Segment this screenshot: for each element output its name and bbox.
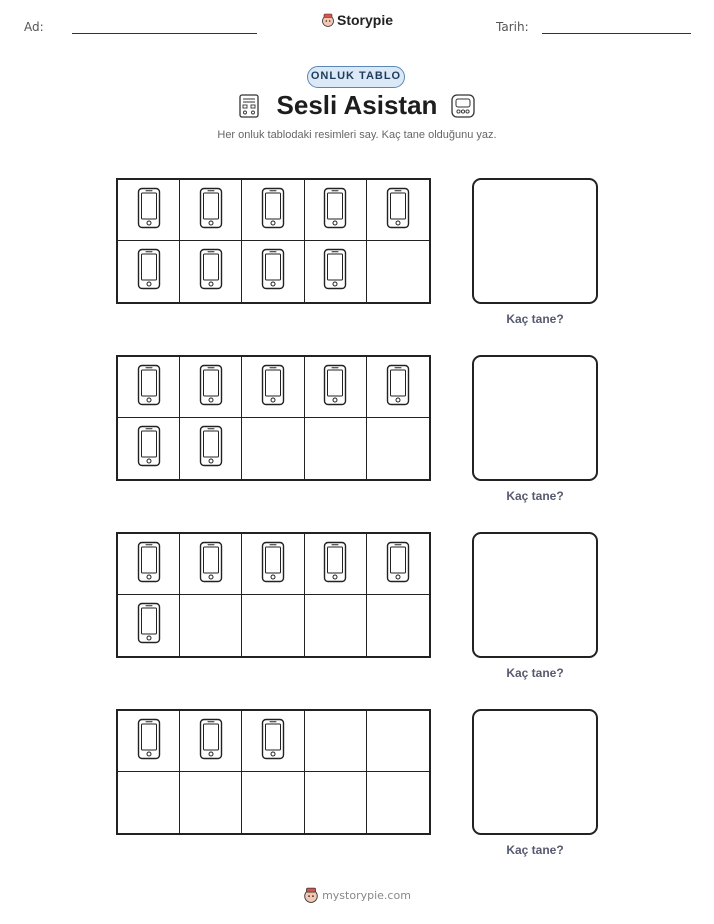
phone-icon xyxy=(261,541,285,588)
phone-icon xyxy=(386,541,410,588)
phone-icon xyxy=(261,718,285,765)
brand-name: Storypie xyxy=(336,12,393,28)
answer-label: Kaç tane? xyxy=(506,489,564,503)
ten-frame xyxy=(116,532,431,658)
ten-frame-cell xyxy=(305,595,367,656)
ten-frame-cell xyxy=(242,180,304,241)
instructions: Her onluk tablodaki resimleri say. Kaç tane olduğunu yaz. xyxy=(217,129,497,141)
phone-icon xyxy=(137,425,161,472)
ten-frame xyxy=(116,178,431,304)
voice-assistant-device-icon xyxy=(450,93,476,119)
phone-icon xyxy=(261,187,285,234)
answer-box[interactable] xyxy=(472,178,598,304)
phone-icon xyxy=(137,602,161,649)
ten-frame-cell xyxy=(242,357,304,418)
answer-box[interactable] xyxy=(472,532,598,658)
ten-frame-cell xyxy=(118,357,180,418)
phone-icon xyxy=(199,718,223,765)
phone-icon xyxy=(199,425,223,472)
date-field-line[interactable] xyxy=(542,33,691,34)
ten-frame-cell xyxy=(118,241,180,302)
ten-frame-cell xyxy=(242,418,304,479)
ten-frame-cell xyxy=(367,180,429,241)
ten-frame-cell xyxy=(367,534,429,595)
ten-frame-cell xyxy=(242,595,304,656)
storypie-logo-icon xyxy=(321,13,335,27)
answer-label: Kaç tane? xyxy=(506,843,564,857)
footer-site: mystorypie.com xyxy=(322,889,411,902)
ten-frame-cell xyxy=(305,357,367,418)
ten-frame-cell xyxy=(242,534,304,595)
name-label: Ad: xyxy=(24,20,44,34)
phone-icon xyxy=(137,364,161,411)
ten-frame-cell xyxy=(118,534,180,595)
phone-icon xyxy=(199,541,223,588)
ten-frame-cell xyxy=(367,357,429,418)
phone-icon xyxy=(261,364,285,411)
phone-icon xyxy=(386,187,410,234)
name-field-line[interactable] xyxy=(72,33,257,34)
ten-frame-cell xyxy=(180,418,242,479)
answer-box[interactable] xyxy=(472,355,598,481)
ten-frame-cell xyxy=(367,418,429,479)
ten-frame-cell xyxy=(305,418,367,479)
phone-icon xyxy=(137,248,161,295)
phone-icon xyxy=(137,718,161,765)
footer xyxy=(0,887,714,903)
phone-icon xyxy=(323,364,347,411)
answer-box[interactable] xyxy=(472,709,598,835)
ten-frame-cell xyxy=(118,180,180,241)
worksheet-type-badge: ONLUK TABLO xyxy=(307,66,405,88)
phone-icon xyxy=(137,541,161,588)
ten-frame-cell xyxy=(367,772,429,833)
ten-frame-cell xyxy=(180,534,242,595)
date-label: Tarih: xyxy=(496,20,529,34)
ten-frame-cell xyxy=(367,711,429,772)
storypie-logo-icon xyxy=(303,887,319,903)
ten-frame-cell xyxy=(305,534,367,595)
phone-icon xyxy=(261,248,285,295)
ten-frame-cell xyxy=(305,241,367,302)
phone-icon xyxy=(199,364,223,411)
ten-frame-cell xyxy=(180,357,242,418)
answer-label: Kaç tane? xyxy=(506,666,564,680)
ten-frame-cell xyxy=(242,241,304,302)
ten-frame-cell xyxy=(180,595,242,656)
ten-frame-cell xyxy=(367,241,429,302)
phone-icon xyxy=(386,364,410,411)
phone-icon xyxy=(323,187,347,234)
ten-frame-cell xyxy=(180,711,242,772)
phone-icon xyxy=(323,248,347,295)
ten-frame-cell xyxy=(367,595,429,656)
ten-frame-cell xyxy=(305,772,367,833)
ten-frame-cell xyxy=(118,595,180,656)
ten-frame-cell xyxy=(180,241,242,302)
answer-label: Kaç tane? xyxy=(506,312,564,326)
brand-header xyxy=(0,12,714,28)
ten-frame-cell xyxy=(242,711,304,772)
ten-frame-cell xyxy=(118,711,180,772)
ten-frame xyxy=(116,355,431,481)
phone-icon xyxy=(323,541,347,588)
ten-frame-cell xyxy=(180,180,242,241)
ten-frame xyxy=(116,709,431,835)
phone-icon xyxy=(137,187,161,234)
ten-frame-cell xyxy=(305,711,367,772)
ten-frame-cell xyxy=(118,772,180,833)
page-title: Sesli Asistan xyxy=(276,90,438,120)
ten-frame-cell xyxy=(118,418,180,479)
phone-icon xyxy=(199,248,223,295)
phone-icon xyxy=(199,187,223,234)
ten-frame-cell xyxy=(180,772,242,833)
ten-frame-cell xyxy=(242,772,304,833)
ten-frame-cell xyxy=(305,180,367,241)
